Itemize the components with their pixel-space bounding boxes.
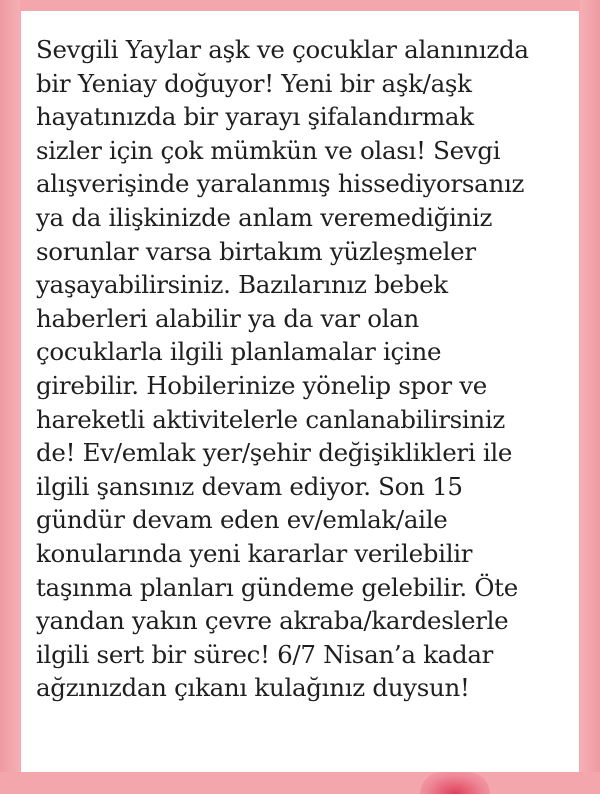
text-line-11: girebilir. Hobilerinize yönelip spor ve xyxy=(36,370,488,400)
text-line-3: hayatınızda bir yarayı şifalandırmak xyxy=(36,102,474,132)
frame-left-border xyxy=(0,0,20,794)
text-line-18: yandan yakın çevre akraba/kardeslerle xyxy=(36,606,509,636)
text-line-5: alışverişinde yaralanmış hissediyorsanız xyxy=(36,169,525,199)
text-line-19: ilgili sert bir sürec! 6/7 Nisan’a kadar xyxy=(36,639,494,669)
text-line-6: ya da ilişkinizde anlam veremediğiniz xyxy=(36,202,493,232)
text-line-9: haberleri alabilir ya da var olan xyxy=(36,303,420,333)
text-line-1: Sevgili Yaylar aşk ve çocuklar alanınızda xyxy=(36,35,529,64)
text-line-10: çocuklarla ilgili planlamalar içine xyxy=(36,337,442,367)
text-card xyxy=(21,11,579,772)
frame-right-border xyxy=(580,0,600,794)
text-line-7: sorunlar varsa birtakım yüzleşmeler xyxy=(36,236,476,266)
text-line-4: sizler için çok mümkün ve olası! Sevgi xyxy=(36,135,501,165)
frame-bottom-border xyxy=(0,772,600,794)
text-line-12: hareketli aktivitelerle canlanabilirsiniz xyxy=(36,404,506,434)
text-line-8: yaşayabilirsiniz. Bazılarınız bebek xyxy=(36,270,448,300)
text-line-15: gündür devam eden ev/emlak/aile xyxy=(36,505,448,535)
text-line-14: ilgili şansınız devam ediyor. Son 15 xyxy=(36,471,463,501)
text-line-2: bir Yeniay doğuyor! Yeni bir aşk/aşk xyxy=(36,68,472,98)
text-line-16: konularında yeni kararlar verilebilir xyxy=(36,538,473,568)
decorative-pink-blob xyxy=(420,772,490,794)
text-line-13: de! Ev/emlak yer/şehir değişiklikleri ile xyxy=(36,438,513,468)
text-line-17: taşınma planları gündeme gelebilir. Öte xyxy=(36,572,518,602)
text-line-20: ağzınızdan çıkanı kulağınız duysun! xyxy=(36,673,470,703)
